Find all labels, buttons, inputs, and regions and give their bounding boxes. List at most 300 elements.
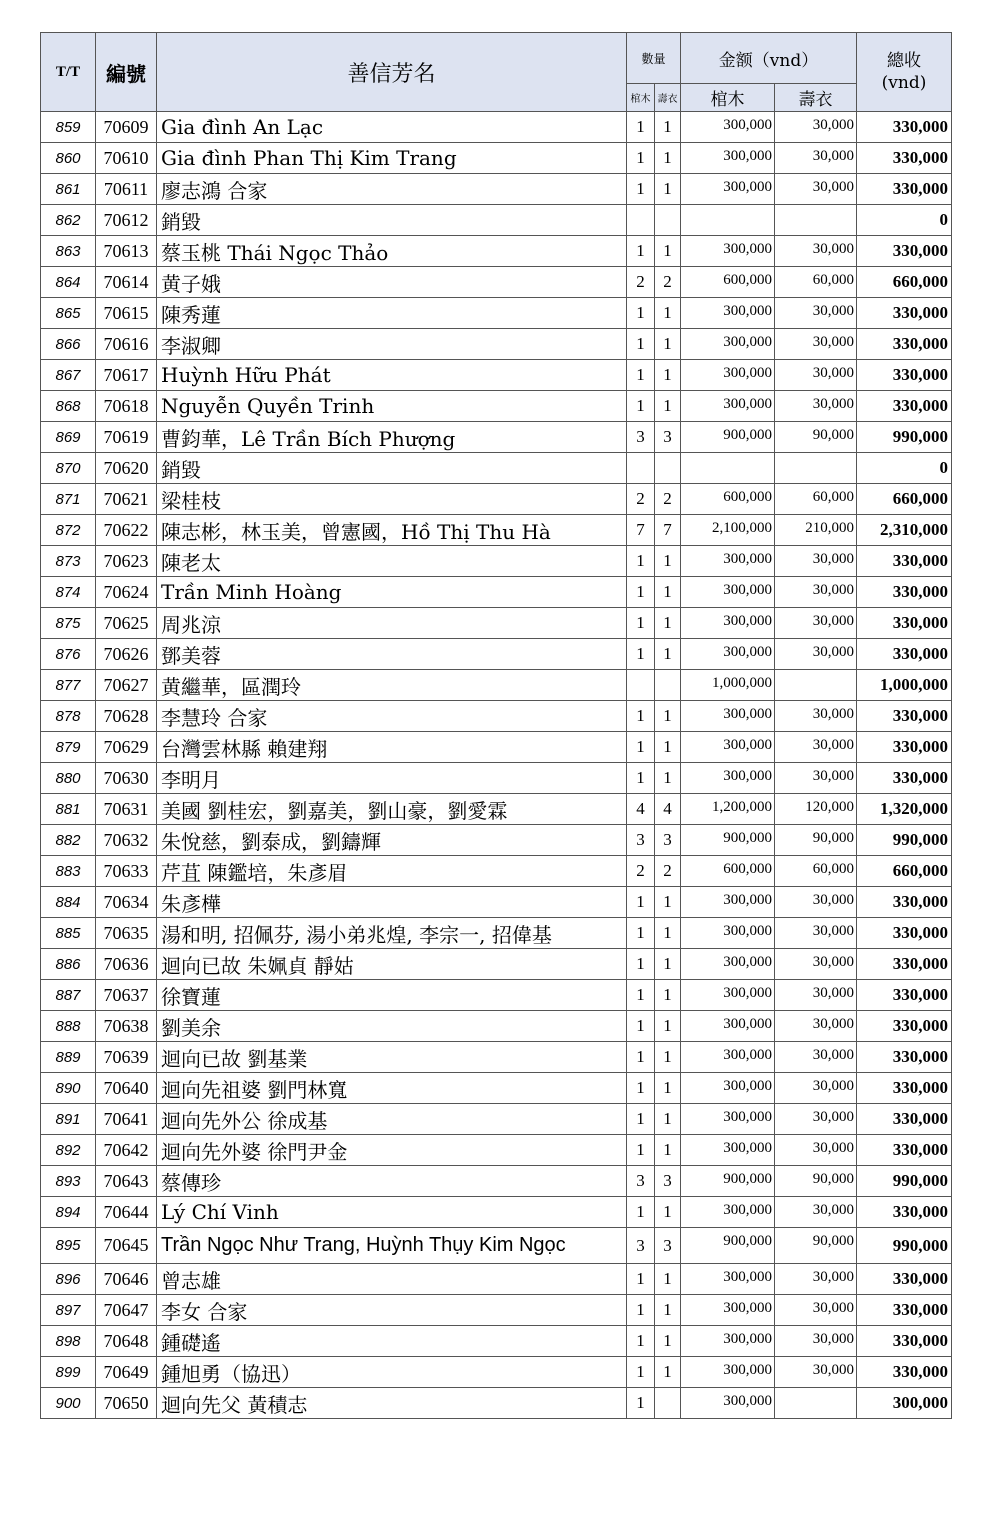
donor-name: 梁桂枝 — [157, 484, 627, 515]
donor-name: 周兆涼 — [157, 608, 627, 639]
amount-coffin: 600,000 — [681, 267, 775, 298]
donor-name: Trần Minh Hoàng — [157, 577, 627, 608]
donor-name: 李淑卿 — [157, 329, 627, 360]
table-row — [41, 174, 952, 205]
donation-code: 70614 — [96, 267, 157, 298]
amount-robe — [775, 205, 857, 236]
row-number: 891 — [41, 1104, 96, 1135]
row-total: 330,000 — [857, 918, 952, 949]
row-number: 860 — [41, 143, 96, 174]
donor-name: 台灣雲林縣 賴建翔 — [157, 732, 627, 763]
row-number: 883 — [41, 856, 96, 887]
donation-code: 70626 — [96, 639, 157, 670]
row-number: 861 — [41, 174, 96, 205]
amount-coffin: 300,000 — [681, 918, 775, 949]
qty-coffin: 1 — [627, 143, 655, 174]
amount-robe: 210,000 — [775, 515, 857, 546]
qty-robe: 1 — [655, 143, 681, 174]
qty-robe: 1 — [655, 391, 681, 422]
amount-coffin: 300,000 — [681, 639, 775, 670]
qty-robe: 1 — [655, 732, 681, 763]
amount-robe: 30,000 — [775, 236, 857, 267]
donor-name: 迴向先父 黃積志 — [157, 1388, 627, 1419]
amount-robe: 30,000 — [775, 1197, 857, 1228]
donation-code: 70644 — [96, 1197, 157, 1228]
row-total: 330,000 — [857, 1295, 952, 1326]
table-row — [41, 639, 952, 670]
qty-coffin: 1 — [627, 918, 655, 949]
amount-coffin: 900,000 — [681, 1228, 775, 1264]
donation-code: 70611 — [96, 174, 157, 205]
amount-coffin: 300,000 — [681, 174, 775, 205]
donation-code: 70610 — [96, 143, 157, 174]
row-total: 330,000 — [857, 639, 952, 670]
amount-robe: 30,000 — [775, 608, 857, 639]
amount-robe: 30,000 — [775, 577, 857, 608]
qty-robe: 1 — [655, 949, 681, 980]
amount-robe: 30,000 — [775, 1357, 857, 1388]
row-number: 868 — [41, 391, 96, 422]
qty-robe: 1 — [655, 236, 681, 267]
amount-coffin: 300,000 — [681, 980, 775, 1011]
table-row — [41, 360, 952, 391]
amount-coffin: 300,000 — [681, 949, 775, 980]
qty-coffin: 1 — [627, 1326, 655, 1357]
donation-code: 70613 — [96, 236, 157, 267]
amount-robe: 30,000 — [775, 980, 857, 1011]
donation-code: 70617 — [96, 360, 157, 391]
donation-code: 70625 — [96, 608, 157, 639]
table-row — [41, 236, 952, 267]
table-row — [41, 1295, 952, 1326]
table-row — [41, 1073, 952, 1104]
qty-coffin: 1 — [627, 701, 655, 732]
amount-coffin: 300,000 — [681, 1135, 775, 1166]
donor-name: 陳志彬，林玉美，曾憲國，Hồ Thị Thu Hà — [157, 515, 627, 546]
amount-coffin: 300,000 — [681, 143, 775, 174]
row-total: 330,000 — [857, 1264, 952, 1295]
donation-code: 70631 — [96, 794, 157, 825]
donor-name: 廖志鴻 合家 — [157, 174, 627, 205]
donor-name: 鍾旭勇（協迅） — [157, 1357, 627, 1388]
row-number: 896 — [41, 1264, 96, 1295]
qty-coffin: 1 — [627, 236, 655, 267]
amount-robe: 30,000 — [775, 887, 857, 918]
amount-coffin: 300,000 — [681, 1388, 775, 1419]
row-total: 660,000 — [857, 484, 952, 515]
donation-code: 70615 — [96, 298, 157, 329]
qty-robe: 3 — [655, 1166, 681, 1197]
header-total — [857, 33, 952, 112]
amount-coffin: 900,000 — [681, 1166, 775, 1197]
amount-robe: 90,000 — [775, 825, 857, 856]
header-code: 編號 — [96, 33, 157, 112]
donation-code: 70624 — [96, 577, 157, 608]
donation-code: 70643 — [96, 1166, 157, 1197]
row-total: 0 — [857, 453, 952, 484]
row-total: 330,000 — [857, 174, 952, 205]
qty-coffin: 1 — [627, 1104, 655, 1135]
amount-robe: 30,000 — [775, 391, 857, 422]
donation-code: 70637 — [96, 980, 157, 1011]
row-number: 899 — [41, 1357, 96, 1388]
donor-name: 蔡玉桃 Thái Ngọc Thảo — [157, 236, 627, 267]
qty-robe: 1 — [655, 887, 681, 918]
row-number: 879 — [41, 732, 96, 763]
table-row — [41, 1326, 952, 1357]
qty-robe: 1 — [655, 546, 681, 577]
header-amt-robe: 壽衣 — [775, 84, 857, 112]
donor-name: 黄繼華，區潤玲 — [157, 670, 627, 701]
qty-coffin: 1 — [627, 577, 655, 608]
donation-code: 70648 — [96, 1326, 157, 1357]
qty-robe: 1 — [655, 577, 681, 608]
qty-robe — [655, 205, 681, 236]
qty-coffin: 1 — [627, 608, 655, 639]
row-total: 0 — [857, 205, 952, 236]
donor-name: 湯和明, 招佩芬, 湯小弟兆煌, 李宗一, 招偉基 — [157, 918, 627, 949]
row-total: 330,000 — [857, 701, 952, 732]
row-number: 881 — [41, 794, 96, 825]
row-total: 330,000 — [857, 608, 952, 639]
header-qty-coffin: 棺木 — [627, 84, 655, 112]
table-row — [41, 887, 952, 918]
table-header — [41, 33, 952, 112]
donor-name: 曾志雄 — [157, 1264, 627, 1295]
row-total: 330,000 — [857, 546, 952, 577]
amount-coffin: 300,000 — [681, 236, 775, 267]
donor-name: 劉美余 — [157, 1011, 627, 1042]
table-row — [41, 918, 952, 949]
table-row — [41, 1042, 952, 1073]
row-number: 886 — [41, 949, 96, 980]
donor-name: 李女 合家 — [157, 1295, 627, 1326]
amount-robe: 30,000 — [775, 1011, 857, 1042]
amount-robe: 60,000 — [775, 856, 857, 887]
table-row — [41, 143, 952, 174]
amount-coffin: 600,000 — [681, 484, 775, 515]
qty-robe: 1 — [655, 1135, 681, 1166]
amount-robe — [775, 670, 857, 701]
amount-robe: 60,000 — [775, 484, 857, 515]
qty-coffin: 2 — [627, 856, 655, 887]
amount-robe: 30,000 — [775, 1042, 857, 1073]
table-row — [41, 112, 952, 143]
donor-name: 陳老太 — [157, 546, 627, 577]
amount-coffin — [681, 205, 775, 236]
amount-coffin: 300,000 — [681, 1073, 775, 1104]
row-number: 890 — [41, 1073, 96, 1104]
table-row — [41, 1197, 952, 1228]
row-number: 889 — [41, 1042, 96, 1073]
qty-robe: 1 — [655, 1073, 681, 1104]
row-total: 330,000 — [857, 143, 952, 174]
row-number: 867 — [41, 360, 96, 391]
donation-code: 70635 — [96, 918, 157, 949]
row-total: 330,000 — [857, 1197, 952, 1228]
row-number: 898 — [41, 1326, 96, 1357]
amount-robe: 30,000 — [775, 546, 857, 577]
row-number: 862 — [41, 205, 96, 236]
donor-name: 芹苴 陳鑑培，朱彥眉 — [157, 856, 627, 887]
donor-name: 銷毀 — [157, 453, 627, 484]
qty-robe: 1 — [655, 1357, 681, 1388]
row-total: 330,000 — [857, 949, 952, 980]
amount-coffin: 300,000 — [681, 391, 775, 422]
qty-robe: 1 — [655, 918, 681, 949]
qty-coffin — [627, 453, 655, 484]
qty-coffin: 1 — [627, 949, 655, 980]
qty-coffin: 7 — [627, 515, 655, 546]
amount-coffin — [681, 453, 775, 484]
donor-name: 迴向先外婆 徐門尹金 — [157, 1135, 627, 1166]
donation-code: 70638 — [96, 1011, 157, 1042]
donation-code: 70647 — [96, 1295, 157, 1326]
amount-coffin: 300,000 — [681, 112, 775, 143]
qty-coffin: 1 — [627, 1295, 655, 1326]
table-row — [41, 1104, 952, 1135]
qty-coffin: 1 — [627, 391, 655, 422]
qty-robe: 1 — [655, 1326, 681, 1357]
qty-coffin: 2 — [627, 484, 655, 515]
amount-robe: 30,000 — [775, 174, 857, 205]
donor-name: 迴向先祖婆 劉門林寬 — [157, 1073, 627, 1104]
donation-code: 70612 — [96, 205, 157, 236]
amount-robe — [775, 1388, 857, 1419]
qty-coffin: 1 — [627, 112, 655, 143]
row-number: 869 — [41, 422, 96, 453]
donation-code: 70640 — [96, 1073, 157, 1104]
donor-name: 曹鈞華，Lê Trần Bích Phượng — [157, 422, 627, 453]
qty-robe: 1 — [655, 980, 681, 1011]
amount-robe: 30,000 — [775, 701, 857, 732]
donation-code: 70630 — [96, 763, 157, 794]
qty-robe: 1 — [655, 1042, 681, 1073]
row-total: 330,000 — [857, 1104, 952, 1135]
qty-coffin: 4 — [627, 794, 655, 825]
row-total: 330,000 — [857, 732, 952, 763]
qty-robe — [655, 1388, 681, 1419]
table-row — [41, 856, 952, 887]
header-total-unit: (vnd) — [881, 73, 927, 93]
row-total: 990,000 — [857, 1166, 952, 1197]
qty-robe: 2 — [655, 484, 681, 515]
qty-coffin: 1 — [627, 639, 655, 670]
table-row — [41, 1166, 952, 1197]
row-total: 300,000 — [857, 1388, 952, 1419]
qty-robe: 1 — [655, 112, 681, 143]
row-total: 330,000 — [857, 1042, 952, 1073]
row-total: 330,000 — [857, 360, 952, 391]
qty-robe: 3 — [655, 422, 681, 453]
qty-coffin: 1 — [627, 329, 655, 360]
qty-robe: 3 — [655, 825, 681, 856]
donor-name: 銷毀 — [157, 205, 627, 236]
table-row — [41, 267, 952, 298]
amount-robe: 30,000 — [775, 143, 857, 174]
row-total: 2,310,000 — [857, 515, 952, 546]
amount-coffin: 300,000 — [681, 1042, 775, 1073]
row-number: 892 — [41, 1135, 96, 1166]
qty-robe: 1 — [655, 1011, 681, 1042]
donor-name: 徐寶蓮 — [157, 980, 627, 1011]
amount-coffin: 2,100,000 — [681, 515, 775, 546]
donation-code: 70649 — [96, 1357, 157, 1388]
qty-robe: 1 — [655, 1197, 681, 1228]
row-total: 660,000 — [857, 856, 952, 887]
amount-robe: 30,000 — [775, 1073, 857, 1104]
amount-robe: 30,000 — [775, 732, 857, 763]
qty-coffin: 1 — [627, 546, 655, 577]
row-number: 887 — [41, 980, 96, 1011]
donation-code: 70628 — [96, 701, 157, 732]
amount-coffin: 300,000 — [681, 577, 775, 608]
donation-code: 70650 — [96, 1388, 157, 1419]
qty-robe: 1 — [655, 763, 681, 794]
qty-coffin: 1 — [627, 298, 655, 329]
row-number: 888 — [41, 1011, 96, 1042]
row-number: 875 — [41, 608, 96, 639]
header-quantity: 數量 — [627, 33, 681, 84]
amount-coffin: 300,000 — [681, 608, 775, 639]
donation-code: 70623 — [96, 546, 157, 577]
donation-code: 70639 — [96, 1042, 157, 1073]
donation-code: 70632 — [96, 825, 157, 856]
qty-coffin: 1 — [627, 1357, 655, 1388]
table-row — [41, 515, 952, 546]
amount-coffin: 300,000 — [681, 732, 775, 763]
qty-robe: 1 — [655, 1104, 681, 1135]
qty-coffin: 1 — [627, 1264, 655, 1295]
amount-coffin: 300,000 — [681, 1295, 775, 1326]
qty-robe: 1 — [655, 360, 681, 391]
amount-coffin: 600,000 — [681, 856, 775, 887]
qty-robe: 1 — [655, 174, 681, 205]
qty-robe — [655, 670, 681, 701]
donor-name: 美國 劉桂宏，劉嘉美，劉山豪，劉愛霖 — [157, 794, 627, 825]
donation-code: 70620 — [96, 453, 157, 484]
row-number: 880 — [41, 763, 96, 794]
amount-coffin: 300,000 — [681, 1011, 775, 1042]
table-row — [41, 732, 952, 763]
donor-name: 蔡傳珍 — [157, 1166, 627, 1197]
amount-coffin: 300,000 — [681, 763, 775, 794]
donation-code: 70636 — [96, 949, 157, 980]
row-number: 878 — [41, 701, 96, 732]
amount-coffin: 300,000 — [681, 360, 775, 391]
amount-robe: 30,000 — [775, 1326, 857, 1357]
qty-coffin: 1 — [627, 1388, 655, 1419]
amount-coffin: 300,000 — [681, 546, 775, 577]
amount-robe: 90,000 — [775, 1166, 857, 1197]
qty-coffin: 3 — [627, 422, 655, 453]
donor-name: 迴向已故 朱姵貞 靜姑 — [157, 949, 627, 980]
row-total: 330,000 — [857, 887, 952, 918]
amount-robe: 30,000 — [775, 639, 857, 670]
table-row — [41, 608, 952, 639]
amount-coffin: 900,000 — [681, 422, 775, 453]
row-number: 895 — [41, 1228, 96, 1264]
header-amt-coffin: 棺木 — [681, 84, 775, 112]
qty-robe: 1 — [655, 1295, 681, 1326]
row-total: 330,000 — [857, 391, 952, 422]
table-row — [41, 577, 952, 608]
row-total: 330,000 — [857, 329, 952, 360]
row-number: 900 — [41, 1388, 96, 1419]
table-row — [41, 763, 952, 794]
qty-coffin: 1 — [627, 174, 655, 205]
qty-coffin: 1 — [627, 980, 655, 1011]
qty-robe: 3 — [655, 1228, 681, 1264]
qty-coffin: 1 — [627, 1042, 655, 1073]
header-amount: 金额（vnd） — [681, 33, 857, 84]
amount-robe: 30,000 — [775, 763, 857, 794]
qty-coffin: 1 — [627, 1197, 655, 1228]
header-total-label: 總收 — [887, 51, 921, 71]
donor-name: 黄子娥 — [157, 267, 627, 298]
qty-robe: 7 — [655, 515, 681, 546]
amount-robe — [775, 453, 857, 484]
donation-code: 70616 — [96, 329, 157, 360]
qty-coffin: 1 — [627, 763, 655, 794]
qty-robe: 2 — [655, 856, 681, 887]
table-row — [41, 1264, 952, 1295]
amount-coffin: 1,200,000 — [681, 794, 775, 825]
row-total: 330,000 — [857, 980, 952, 1011]
row-number: 882 — [41, 825, 96, 856]
donation-code: 70627 — [96, 670, 157, 701]
row-number: 877 — [41, 670, 96, 701]
row-number: 871 — [41, 484, 96, 515]
qty-robe: 1 — [655, 701, 681, 732]
donation-code: 70629 — [96, 732, 157, 763]
donor-name: 朱悅慈，劉泰成，劉鑄輝 — [157, 825, 627, 856]
table-row — [41, 825, 952, 856]
amount-coffin: 300,000 — [681, 701, 775, 732]
amount-coffin: 300,000 — [681, 1264, 775, 1295]
qty-coffin: 1 — [627, 887, 655, 918]
amount-robe: 30,000 — [775, 1264, 857, 1295]
table-row — [41, 794, 952, 825]
donation-code: 70641 — [96, 1104, 157, 1135]
amount-robe: 30,000 — [775, 949, 857, 980]
donor-name: Trần Ngọc Như Trang, Huỳnh Thụy Kim Ngọc — [157, 1228, 627, 1264]
donation-code: 70642 — [96, 1135, 157, 1166]
donor-name: Huỳnh Hữu Phát — [157, 360, 627, 391]
donation-code: 70622 — [96, 515, 157, 546]
donation-code: 70618 — [96, 391, 157, 422]
row-number: 884 — [41, 887, 96, 918]
amount-robe: 30,000 — [775, 360, 857, 391]
donor-name: 李明月 — [157, 763, 627, 794]
row-total: 990,000 — [857, 1228, 952, 1264]
row-total: 330,000 — [857, 763, 952, 794]
donation-code: 70634 — [96, 887, 157, 918]
donor-name: Gia đình Phan Thị Kim Trang — [157, 143, 627, 174]
row-total: 330,000 — [857, 236, 952, 267]
row-number: 876 — [41, 639, 96, 670]
table-row — [41, 701, 952, 732]
donor-name: 迴向已故 劉基業 — [157, 1042, 627, 1073]
row-total: 330,000 — [857, 1357, 952, 1388]
row-number: 894 — [41, 1197, 96, 1228]
amount-coffin: 300,000 — [681, 1104, 775, 1135]
table-row — [41, 980, 952, 1011]
amount-robe: 30,000 — [775, 112, 857, 143]
table-row — [41, 298, 952, 329]
table-row — [41, 329, 952, 360]
table-row — [41, 484, 952, 515]
